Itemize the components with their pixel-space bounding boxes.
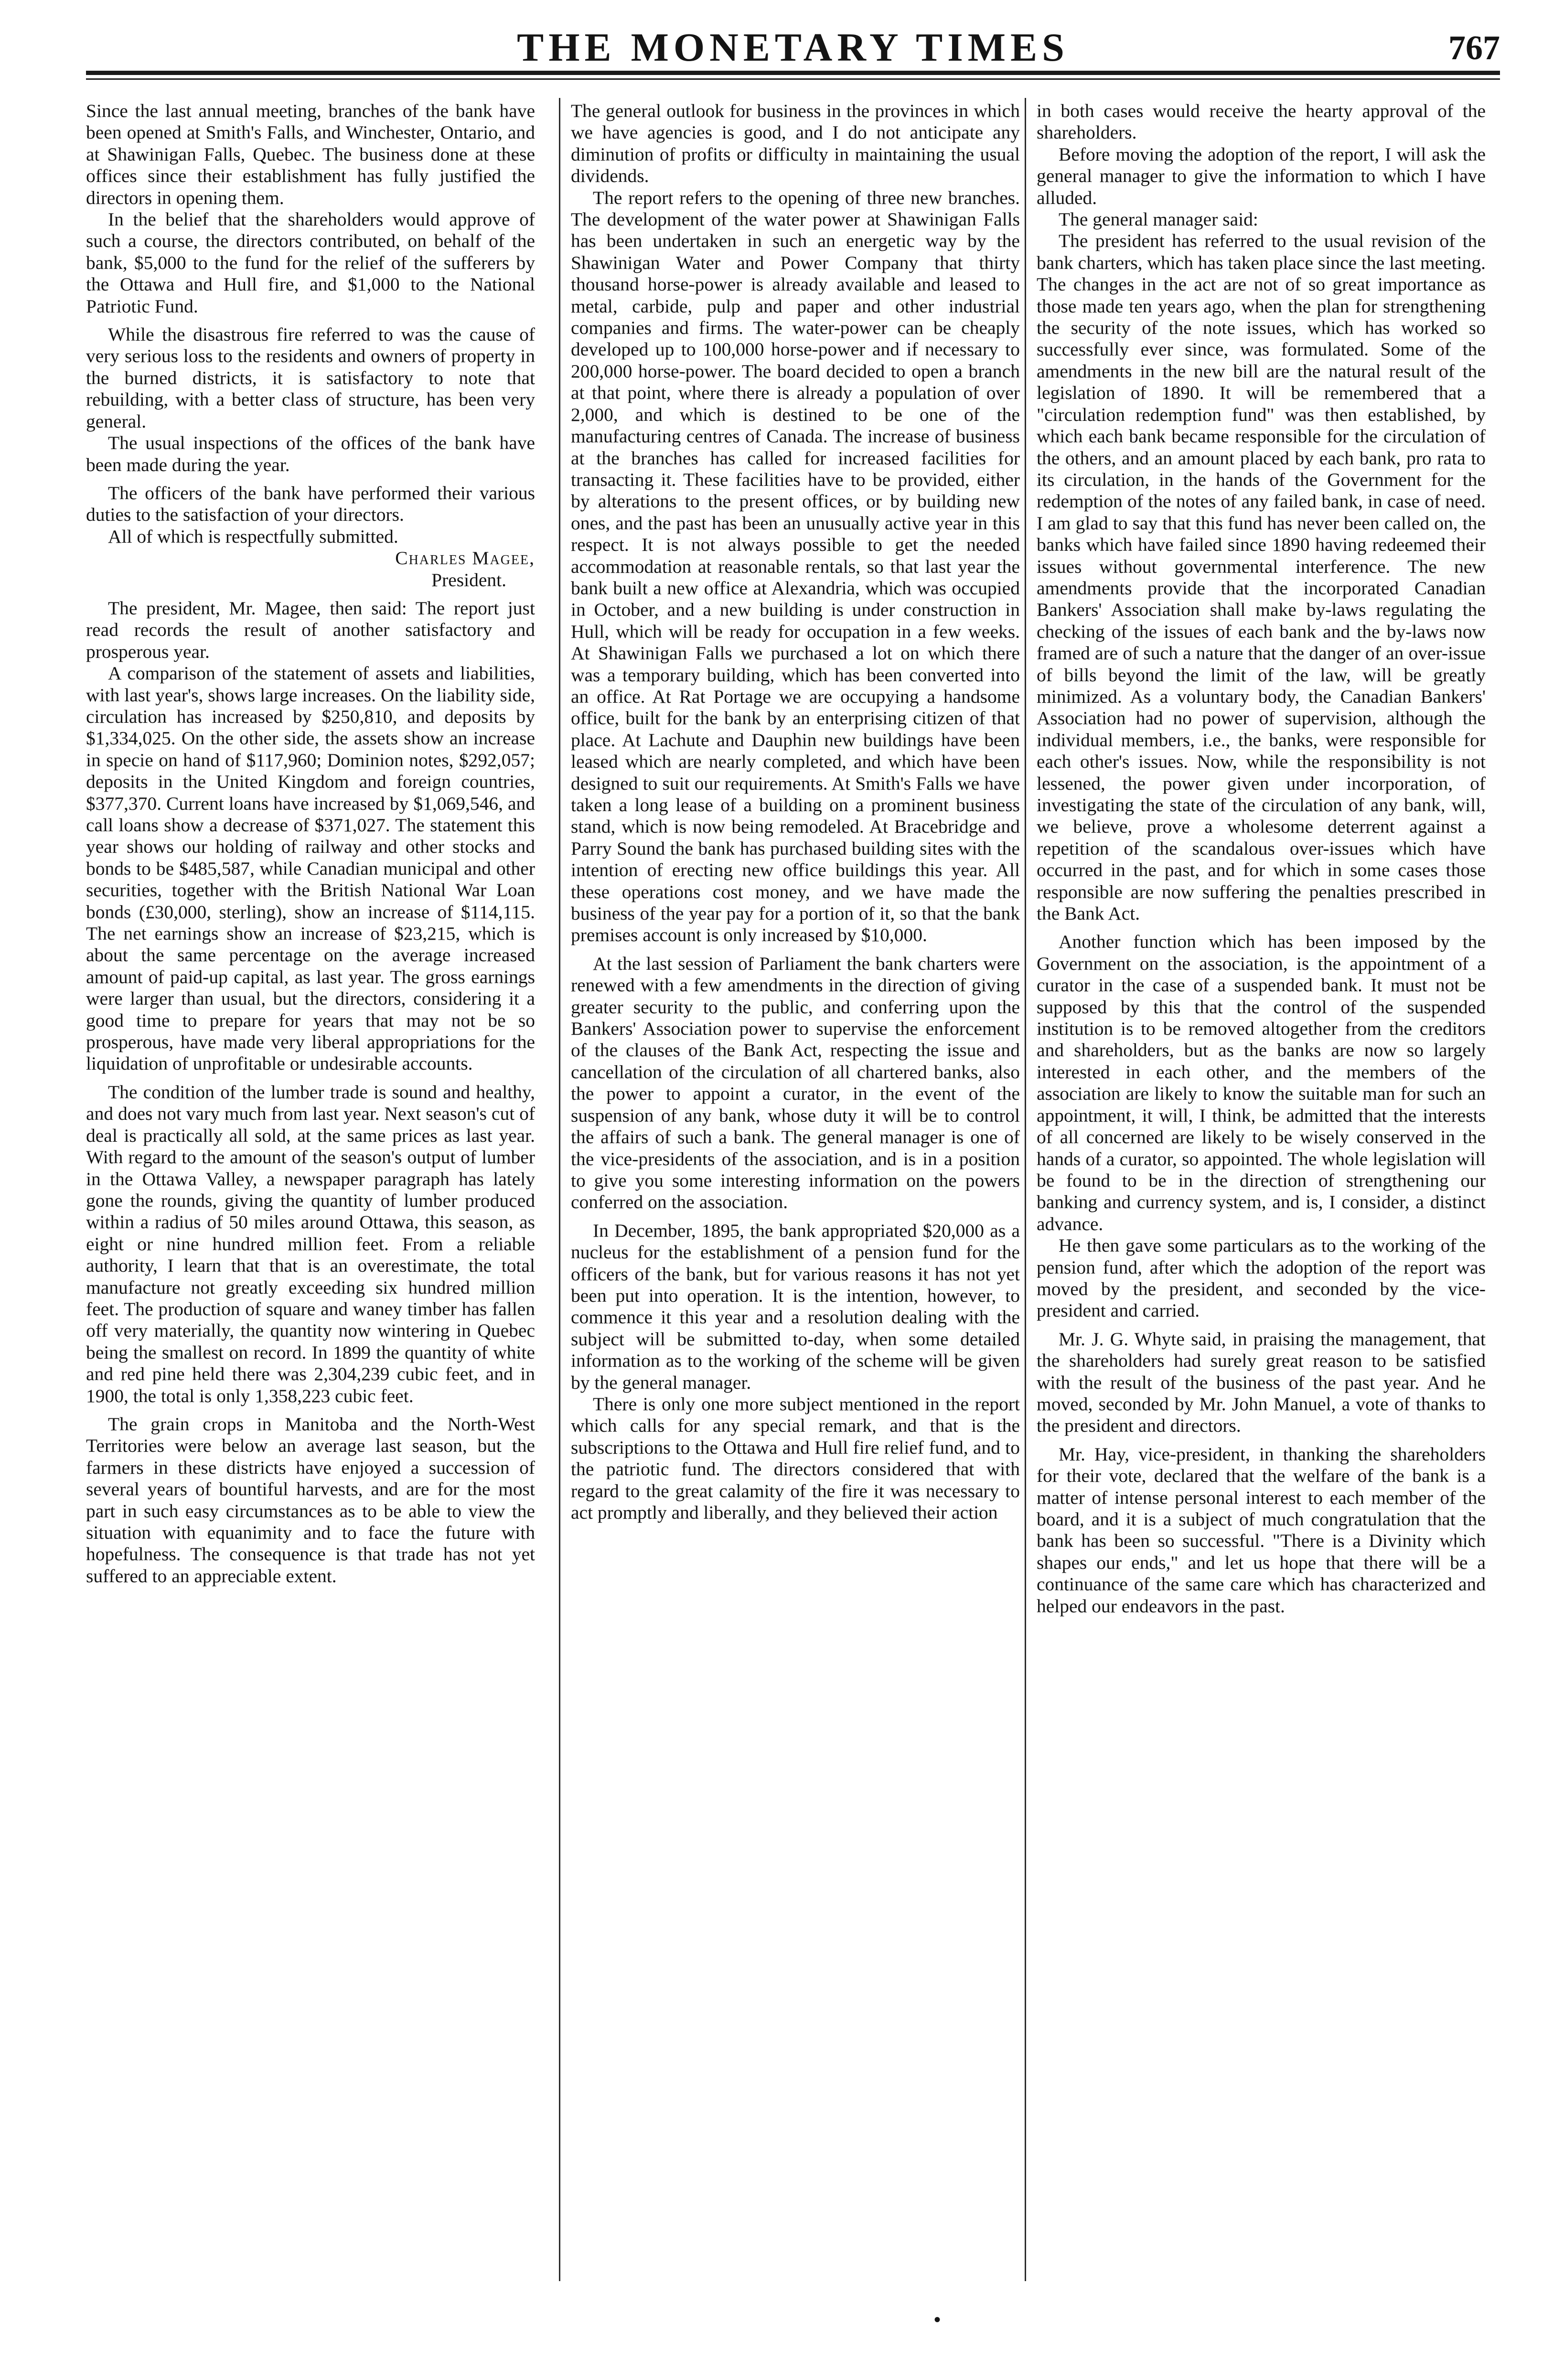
page-header — [86, 24, 1500, 70]
paragraph: The condition of the lumber trade is sound and healthy, and does not vary much from last year. Next season's cut of deal is practically all sold, at the same prices as last year. With regard to the amount of the season's output of lumber in the Ottawa Valley, a newspaper paragraph has lately gone the rounds, giving the quantity of lumber produced within a radius of 50 miles around Ottawa, this season, as eight or nine hundred million feet. From a reliable authority, I learn that that is an overestimate, the total manufacture not greatly exceeding six hundred million feet. The production of square and waney timber has fallen off very materially, the quantity now wintering in Quebec being the smallest on record. In 1899 the quantity of white and red pine held there was 2,304,239 cubic feet, and in 1900, the total is only 1,358,223 cubic feet. — [86, 1081, 535, 1406]
paragraph: The report refers to the opening of three new branches. The development of the water power at Shawinigan Falls has been undertaken in such an energetic way by the Shawinigan Water and Power Company that thirty thousand horse-power is already available and leased to metal, carbide, pulp and paper and other industrial companies and firms. The water-power can be cheaply developed up to 100,000 horse-power and if necessary to 200,000 horse-power. The board decided to open a branch at that point, where there is already a population of over 2,000, and which is destined to be one of the manufacturing centres of Canada. The increase of business at the branches has called for increased facilities for transacting it. These facilities have to be provided, either by alterations to the present offices, or by building new ones, and the past has been an unusually active year in this respect. It is not always possible to get the needed accommodation at reasonable rentals, so that last year the bank built a new office at Alexandria, which was occupied in October, and a new building is under construction in Hull, which will be ready for occupation in a few weeks. At Shawinigan Falls we purchased a lot on which there was a temporary building, which has been converted into an office. At Rat Portage we are occupying a handsome office, built for the bank by an enterprising citizen of that place. At Lachute and Dauphin new buildings have been leased which are nearly completed, and which have been designed to suit our requirements. At Smith's Falls we have taken a long lease of a building on a prominent business stand, which is now being remodeled. At Bracebridge and Parry Sound the bank has purchased building sites with the intention of erecting new office buildings this year. All these operations cost money, and we have made the business of the year pay for a portion of it, so that the bank premises account is only increased by $10,000. — [571, 187, 1020, 946]
masthead-title: THE MONETARY TIMES — [517, 25, 1069, 70]
page-number: 767 — [1448, 29, 1500, 67]
paragraph: He then gave some particulars as to the working of the pension fund, after which the adoption of the report was moved by the president, and seconded by the vice-president and carried. — [1037, 1235, 1486, 1321]
paragraph: Before moving the adoption of the report, I will ask the general manager to give the information to which I have alluded. — [1037, 143, 1486, 208]
article-column-2 — [571, 100, 1020, 2269]
paragraph: While the disastrous fire referred to was the cause of very serious loss to the residents and owners of property in the burned districts, it is satisfactory to note that rebuilding, with a better class of structure, has been very general. — [86, 324, 535, 432]
paragraph: In the belief that the shareholders would approve of such a course, the directors contributed, on behalf of the bank, $5,000 to the fund for the relief of the sufferers by the Ottawa and Hull fire, and $1,000 to the National Patriotic Fund. — [86, 209, 535, 317]
paragraph: At the last session of Parliament the bank charters were renewed with a few amendments in the direction of giving greater security to the public, and conferring upon the Bankers' Association power to supervise the enforcement of the clauses of the Bank Act, respecting the issue and cancellation of the circulation of all chartered banks, also the power to appoint a curator, in the event of the suspension of any bank, whose duty it will be to control the affairs of such a bank. The general manager is one of the vice-presidents of the association, and is in a position to give you some interesting information on the powers conferred on the association. — [571, 953, 1020, 1213]
paragraph: Mr. J. G. Whyte said, in praising the management, that the shareholders had surely great reason to be satisfied with the result of the business of the past year. And he moved, seconded by Mr. John Manuel, a vote of thanks to the president and directors. — [1037, 1328, 1486, 1437]
signature-name: Charles Magee, — [395, 547, 535, 569]
closing-line: All of which is respectfully submitted. — [108, 525, 398, 547]
paragraph: in both cases would receive the hearty approval of the shareholders. — [1037, 100, 1486, 143]
paragraph: A comparison of the statement of assets and liabilities, with last year's, shows large increases. On the liability side, circulation has increased by $250,810, and deposits by $1,334,025. On the other side, the assets show an increase in specie on hand of $117,960; Dominion notes, $292,057; deposits in the United Kingdom and foreign countries, $377,370. Current loans have increased by $1,069,546, and call loans show a decrease of $371,027. The statement this year shows our holding of railway and other stocks and bonds to be $485,587, while Canadian municipal and other securities, together with the British National War Loan bonds (£30,000, sterling), show an increase of $114,115. The net earnings show an increase of $23,215, which is about the same percentage on the average increased amount of paid-up capital, as last year. The gross earnings were larger than usual, but the directors, considering it a good time to prepare for years that may not be so prosperous, have made very liberal appropriations for the liquidation of unprofitable or undesirable accounts. — [86, 663, 535, 1074]
paragraph: Mr. Hay, vice-president, in thanking the shareholders for their vote, declared that the welfare of the bank is a matter of intense personal interest to each member of the board, and it is a subject of much congratulation that the bank has been so successful. "There is a Divinity which shapes our ends," and let us hope that there will be a continuance of the same care which has characterized and helped our endeavors in the past. — [1037, 1443, 1486, 1617]
paragraph: The president, Mr. Magee, then said: The report just read records the result of another satisfactory and prosperous year. — [86, 597, 535, 662]
article-column-1 — [86, 100, 535, 2269]
paragraph: In December, 1895, the bank appropriated $20,000 as a nucleus for the establishment of a pension fund for the officers of the bank, but for various reasons it has not yet been put into operation. It is the intention, however, to commence it this year and a resolution dealing with the subject will be submitted to-day, when some detailed information as to the working of the scheme will be given by the general manager. — [571, 1220, 1020, 1393]
header-rule-thin — [86, 78, 1500, 80]
paragraph: The general outlook for business in the provinces in which we have agencies is good, and I do not anticipate any diminution of profits or difficulty in maintaining the usual dividends. — [571, 100, 1020, 187]
paragraph: Another function which has been imposed by the Government on the association, is the appointment of a curator in the case of a suspended bank. It must not be supposed by this that the control of the suspended institution is to be removed altogether from the creditors and shareholders, but as the banks are now so largely interested in each other, and the members of the association are likely to know the suitable man for such an appointment, it will, I think, be admitted that the interests of all concerned are likely to be wisely conserved in the hands of a curator, so appointed. The whole legislation will be found to be in the direction of strengthening our banking and currency system, and is, I consider, a distinct advance. — [1037, 931, 1486, 1234]
signature-title: President. — [431, 569, 506, 590]
paragraph: The officers of the bank have performed their various duties to the satisfaction of your directors. — [86, 482, 535, 525]
column-divider-2 — [1025, 98, 1026, 2281]
header-rule-thick — [86, 71, 1500, 75]
print-mark: • — [934, 2309, 941, 2330]
paragraph: Since the last annual meeting, branches of the bank have been opened at Smith's Falls, and Winchester, Ontario, and at Shawinigan Falls, Quebec. The business done at these offices since their establishment has fully justified the directors in opening them. — [86, 100, 535, 208]
article-column-3 — [1037, 100, 1486, 2269]
column-divider-1 — [559, 98, 560, 2281]
paragraph: There is only one more subject mentioned in the report which calls for any special remark, and that is the subscriptions to the Ottawa and Hull fire relief fund, and to the patriotic fund. The directors considered that with regard to the great calamity of the fire it was necessary to act promptly and liberally, and they believed their action — [571, 1393, 1020, 1523]
paragraph: The grain crops in Manitoba and the North-West Territories were below an average last season, but the farmers in these districts have enjoyed a succession of several years of bountiful harvests, and are for the most part in such easy circumstances as to be able to view the situation with equanimity and to face the future with hopefulness. The consequence is that trade has not yet suffered to an appreciable extent. — [86, 1413, 535, 1587]
paragraph: The general manager said: — [1059, 209, 1258, 230]
paragraph: The president has referred to the usual revision of the bank charters, which has taken place since the last meeting. The changes in the act are not of so great importance as those made ten years ago, when the plan for strengthening the security of the note issues, which has worked so successfully ever since, was formulated. Some of the amendments in the new bill are the natural result of the legislation of 1890. It will be remembered that a "circulation redemption fund" was then established, by which each bank became responsible for the circulation of the others, and an amount placed by each bank, pro rata to its circulation, in the hands of the Government for the redemption of the notes of any failed bank, in case of need. I am glad to say that this fund has never been called on, the banks which have failed since 1890 having redeemed their issues without governmental interference. The new amendments provide that the incorporated Canadian Bankers' Association shall make by-laws regulating the checking of the issues of each bank and the by-laws now framed are of such a nature that the danger of an over-issue of bills beyond the limit of the law, will be greatly minimized. As a voluntary body, the Canadian Bankers' Association had no power of supervision, although the individual members, i.e., the banks, were responsible for each other's issues. Now, while the responsibility is not lessened, the power given under incorporation, of investigating the state of the circulation of any bank, will, we believe, prove a wholesome deterrent against a repetition of the scandalous over-issues which have occurred in the past, and for which in some cases those responsible are now suffering the penalties prescribed in the Bank Act. — [1037, 230, 1486, 924]
paragraph: The usual inspections of the offices of the bank have been made during the year. — [86, 432, 535, 475]
